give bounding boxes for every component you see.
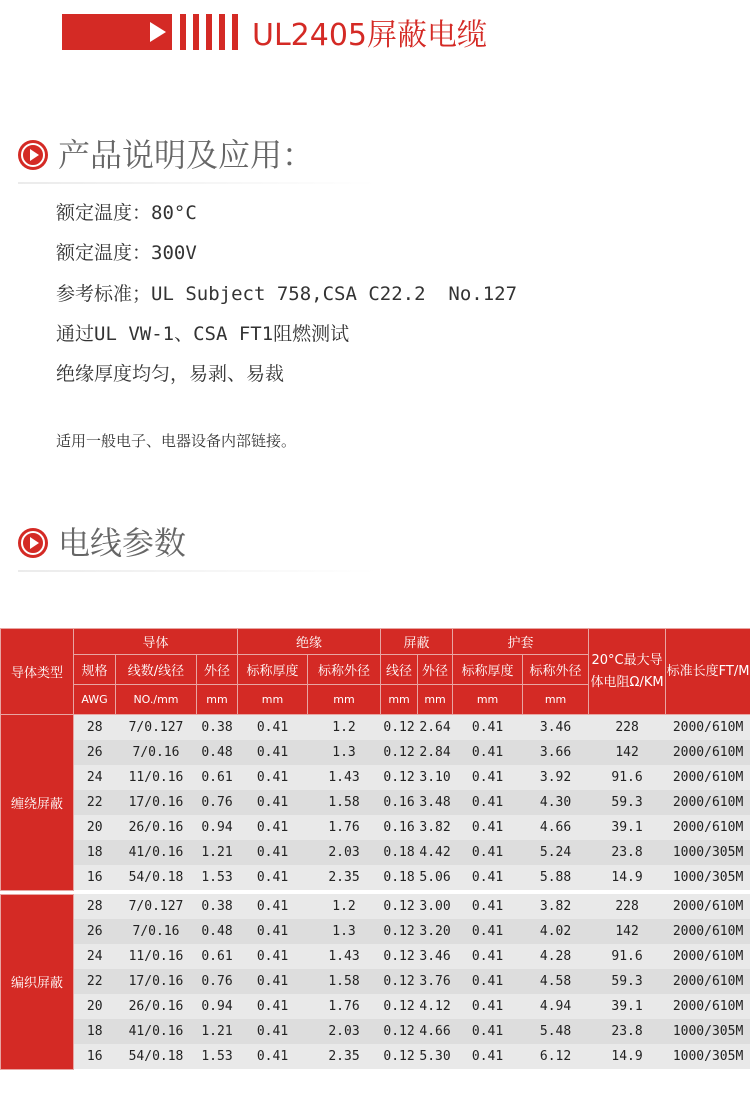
table-cell: 0.41 [453,944,523,969]
page-title: UL2405屏蔽电缆 [252,18,488,53]
table-row [1,944,750,969]
table-cell: 0.41 [238,740,308,765]
spec-line: 参考标准；UL Subject 758,CSA C22.2 No.127 [56,283,518,305]
table-cell: 0.76 [197,969,238,994]
table-cell: 0.12 [381,1044,418,1069]
table-cell: 2.64 [418,715,453,741]
table-cell: 20 [74,994,116,1019]
table-row [1,840,750,865]
table-cell: 1.21 [197,840,238,865]
section-header-parameters [18,520,378,570]
table-cell: 4.58 [523,969,589,994]
table-cell: 0.41 [453,840,523,865]
table-cell: 2000/610M [666,894,750,919]
cable-parameter-table [0,628,750,1070]
unit-mm: mm [523,685,589,715]
table-cell: 0.94 [197,815,238,840]
table-cell: 0.38 [197,715,238,741]
header-insulation-od: 标称外径 [308,655,381,685]
table-cell: 0.12 [381,1019,418,1044]
table-cell: 2000/610M [666,919,750,944]
table-cell: 2000/610M [666,715,750,741]
table-cell: 0.41 [453,919,523,944]
table-cell: 41/0.16 [116,840,197,865]
unit-mm: mm [381,685,418,715]
table-cell: 5.24 [523,840,589,865]
table-cell: 16 [74,1044,116,1069]
table-cell: 54/0.18 [116,1044,197,1069]
table-row [1,740,750,765]
unit-mm: mm [308,685,381,715]
table-cell: 0.12 [381,969,418,994]
header-jacket-thickness: 标称厚度 [453,655,523,685]
header-insulation: 绝缘 [238,629,381,655]
application-description: 适用一般电子、电器设备内部链接。 [56,432,297,450]
table-cell: 5.88 [523,865,589,890]
table-cell: 23.8 [589,840,666,865]
table-cell: 11/0.16 [116,944,197,969]
table-cell: 0.41 [453,715,523,741]
section-divider [18,570,378,572]
table-cell: 3.92 [523,765,589,790]
banner-stripe [232,14,238,50]
table-cell: 0.48 [197,740,238,765]
table-cell: 1.43 [308,944,381,969]
table-row [1,765,750,790]
table-cell: 0.41 [453,865,523,890]
table-cell: 4.12 [418,994,453,1019]
header-spec: 规格 [74,655,116,685]
table-cell: 0.16 [381,815,418,840]
table-cell: 0.41 [238,994,308,1019]
table-cell: 4.66 [418,1019,453,1044]
table-cell: 5.48 [523,1019,589,1044]
table-cell: 54/0.18 [116,865,197,890]
header-jacket-od: 标称外径 [523,655,589,685]
table-cell: 3.20 [418,919,453,944]
table-cell: 14.9 [589,1044,666,1069]
banner-stripe [206,14,212,50]
unit-mm: mm [453,685,523,715]
banner-stripe [193,14,199,50]
table-cell: 22 [74,969,116,994]
table-cell: 0.41 [453,994,523,1019]
table-row [1,815,750,840]
table-cell: 1.3 [308,919,381,944]
table-cell: 5.06 [418,865,453,890]
unit-mm: mm [197,685,238,715]
table-cell: 0.12 [381,919,418,944]
table-cell: 0.61 [197,765,238,790]
table-cell: 3.48 [418,790,453,815]
table-cell: 1.76 [308,994,381,1019]
table-cell: 41/0.16 [116,1019,197,1044]
table-cell: 39.1 [589,994,666,1019]
banner-stripe [180,14,186,50]
section-title: 产品说明及应用： [58,136,315,174]
table-cell: 0.12 [381,994,418,1019]
table-cell: 0.41 [238,969,308,994]
table-cell: 7/0.127 [116,715,197,741]
table-cell: 14.9 [589,865,666,890]
table-cell: 0.12 [381,765,418,790]
table-cell: 1.2 [308,715,381,741]
section-title: 电线参数 [58,524,187,562]
table-cell: 23.8 [589,1019,666,1044]
table-cell: 142 [589,740,666,765]
table-cell: 4.94 [523,994,589,1019]
table-cell: 1.58 [308,790,381,815]
table-row [1,715,750,741]
table-cell: 2000/610M [666,994,750,1019]
play-circle-icon [18,528,48,558]
table-cell: 24 [74,765,116,790]
table-cell: 0.16 [381,790,418,815]
table-cell: 0.41 [453,969,523,994]
table-cell: 0.18 [381,865,418,890]
table-cell: 142 [589,919,666,944]
table-cell: 0.41 [238,944,308,969]
table-cell: 2.35 [308,865,381,890]
play-arrow-icon [150,22,166,42]
table-cell: 0.76 [197,790,238,815]
table-cell: 2.03 [308,840,381,865]
section-divider [18,182,378,184]
header-shield-wire: 线径 [381,655,418,685]
table-cell: 1.53 [197,1044,238,1069]
table-cell: 4.42 [418,840,453,865]
table-cell: 24 [74,944,116,969]
table-cell: 26 [74,740,116,765]
table-cell: 0.41 [453,740,523,765]
header-conductor-od: 外径 [197,655,238,685]
table-cell: 1000/305M [666,1044,750,1069]
table-cell: 4.02 [523,919,589,944]
table-cell: 3.66 [523,740,589,765]
table-cell: 4.28 [523,944,589,969]
table-cell: 26/0.16 [116,815,197,840]
table-cell: 26/0.16 [116,994,197,1019]
spec-line: 绝缘厚度均匀，易剥、易裁 [56,363,285,385]
table-cell: 2000/610M [666,740,750,765]
unit-mm: mm [418,685,453,715]
table-cell: 2.84 [418,740,453,765]
table-cell: 3.82 [523,894,589,919]
spec-line: 额定温度：80°C [56,202,197,224]
title-banner-graphic [62,14,234,50]
table-cell: 22 [74,790,116,815]
table-cell: 0.41 [238,865,308,890]
table-cell: 0.12 [381,740,418,765]
table-cell: 28 [74,894,116,919]
play-circle-icon [18,140,48,170]
table-cell: 2000/610M [666,790,750,815]
table-cell: 4.30 [523,790,589,815]
table-cell: 0.12 [381,715,418,741]
table-cell: 3.82 [418,815,453,840]
header-conductor-type: 导体类型 [1,629,74,715]
table-cell: 0.12 [381,894,418,919]
table-cell: 6.12 [523,1044,589,1069]
table-cell: 0.48 [197,919,238,944]
table-cell: 0.41 [238,1019,308,1044]
table-row [1,969,750,994]
table-cell: 0.94 [197,994,238,1019]
table-cell: 0.41 [453,790,523,815]
table-cell: 1.43 [308,765,381,790]
header-resistance: 20°C最大导体电阻Ω/KM [589,629,666,715]
unit-no-mm: NO./mm [116,685,197,715]
table-cell: 20 [74,815,116,840]
shield-type-cell: 缠绕屏蔽 [1,715,74,891]
table-cell: 0.41 [453,815,523,840]
table-cell: 7/0.16 [116,919,197,944]
table-cell: 2000/610M [666,969,750,994]
table-cell: 1.2 [308,894,381,919]
table-cell: 7/0.127 [116,894,197,919]
header-shield-od: 外径 [418,655,453,685]
table-cell: 0.41 [453,1019,523,1044]
table-row [1,1044,750,1069]
header-shield: 屏蔽 [381,629,453,655]
table-cell: 2000/610M [666,944,750,969]
spec-line: 通过UL VW-1、CSA FT1阻燃测试 [56,323,350,345]
header-jacket: 护套 [453,629,589,655]
table-row [1,894,750,919]
table-cell: 0.41 [238,815,308,840]
table-cell: 3.00 [418,894,453,919]
table-cell: 2000/610M [666,815,750,840]
table-cell: 0.61 [197,944,238,969]
table-cell: 0.12 [381,944,418,969]
unit-mm: mm [238,685,308,715]
table-cell: 59.3 [589,969,666,994]
table-cell: 0.41 [238,765,308,790]
table-cell: 1000/305M [666,865,750,890]
table-cell: 59.3 [589,790,666,815]
table-cell: 18 [74,840,116,865]
table-cell: 0.18 [381,840,418,865]
table-cell: 16 [74,865,116,890]
table-cell: 0.41 [238,894,308,919]
table-cell: 91.6 [589,765,666,790]
table-cell: 17/0.16 [116,969,197,994]
table-cell: 0.41 [238,790,308,815]
table-cell: 5.30 [418,1044,453,1069]
header-strands: 线数/线径 [116,655,197,685]
table-cell: 0.41 [453,894,523,919]
table-cell: 228 [589,894,666,919]
table-cell: 0.41 [238,715,308,741]
table-cell: 0.41 [238,1044,308,1069]
table-cell: 17/0.16 [116,790,197,815]
section-header-description [18,132,378,182]
table-cell: 1.53 [197,865,238,890]
header-standard-length: 标准长度FT/M [666,629,750,715]
table-cell: 2.35 [308,1044,381,1069]
table-cell: 3.76 [418,969,453,994]
unit-awg: AWG [74,685,116,715]
table-cell: 1000/305M [666,840,750,865]
table-cell: 11/0.16 [116,765,197,790]
table-cell: 91.6 [589,944,666,969]
table-cell: 1.3 [308,740,381,765]
table-cell: 7/0.16 [116,740,197,765]
header-insulation-thickness: 标称厚度 [238,655,308,685]
table-row [1,865,750,890]
table-cell: 1000/305M [666,1019,750,1044]
shield-type-cell: 编织屏蔽 [1,894,74,1069]
spec-line: 额定温度：300V [56,242,197,264]
header-conductor: 导体 [74,629,238,655]
table-cell: 0.41 [238,840,308,865]
table-cell: 228 [589,715,666,741]
table-cell: 1.76 [308,815,381,840]
table-row [1,919,750,944]
table-cell: 1.58 [308,969,381,994]
table-cell: 3.10 [418,765,453,790]
table-cell: 0.38 [197,894,238,919]
table-cell: 2000/610M [666,765,750,790]
banner-stripe [219,14,225,50]
table-cell: 28 [74,715,116,741]
table-cell: 26 [74,919,116,944]
table-cell: 18 [74,1019,116,1044]
table-row [1,994,750,1019]
table-row [1,790,750,815]
table-cell: 0.41 [238,919,308,944]
table-cell: 4.66 [523,815,589,840]
table-cell: 39.1 [589,815,666,840]
table-cell: 3.46 [523,715,589,741]
table-cell: 1.21 [197,1019,238,1044]
table-cell: 3.46 [418,944,453,969]
table-cell: 0.41 [453,765,523,790]
table-row [1,1019,750,1044]
table-cell: 0.41 [453,1044,523,1069]
table-cell: 2.03 [308,1019,381,1044]
